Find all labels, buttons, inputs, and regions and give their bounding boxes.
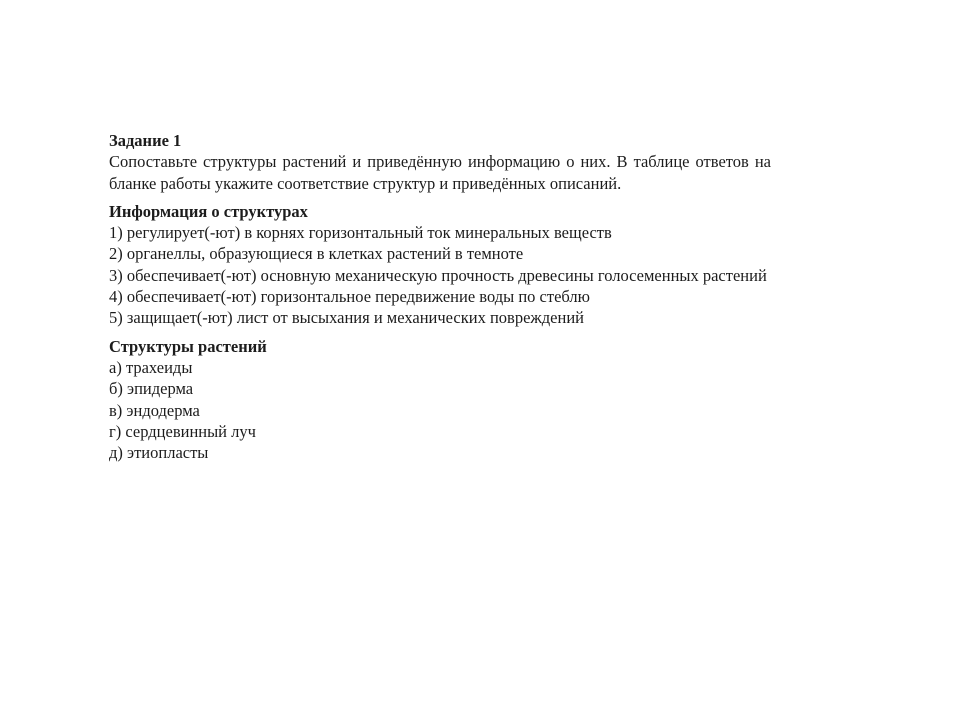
structures-section-heading: Структуры растений — [109, 336, 267, 356]
info-item-3: 3) обеспечивает(-ют) основную механическую прочность древесины голосеменных растений — [109, 265, 767, 285]
info-item-4: 4) обеспечивает(-ют) горизонтальное передвижение воды по стеблю — [109, 287, 590, 307]
structure-item-d: г) сердцевинный луч — [109, 421, 256, 441]
structure-item-a: а) трахеиды — [109, 357, 193, 377]
task-title: Задание 1 — [109, 131, 182, 150]
info-item-2: 2) органеллы, образующиеся в клетках растений в темноте — [109, 244, 524, 264]
info-item-1: 1) регулирует(-ют) в корнях горизонтальный ток минеральных веществ — [109, 223, 612, 243]
info-section-heading: Информация о структурах — [109, 201, 308, 221]
task-instruction: Сопоставьте структуры растений и приведённую информацию о них. В таблице ответов на бланке работы укажите соответствие структур и приведённых описаний. — [109, 152, 771, 193]
structure-item-e: д) этиопласты — [109, 443, 209, 463]
task-document — [109, 130, 771, 463]
info-item-5: 5) защищает(-ют) лист от высыхания и механических повреждений — [109, 308, 584, 328]
info-list — [109, 222, 771, 328]
structure-item-c: в) эндодерма — [109, 400, 200, 420]
structure-item-b: б) эпидерма — [109, 379, 194, 399]
structures-list — [109, 357, 771, 463]
